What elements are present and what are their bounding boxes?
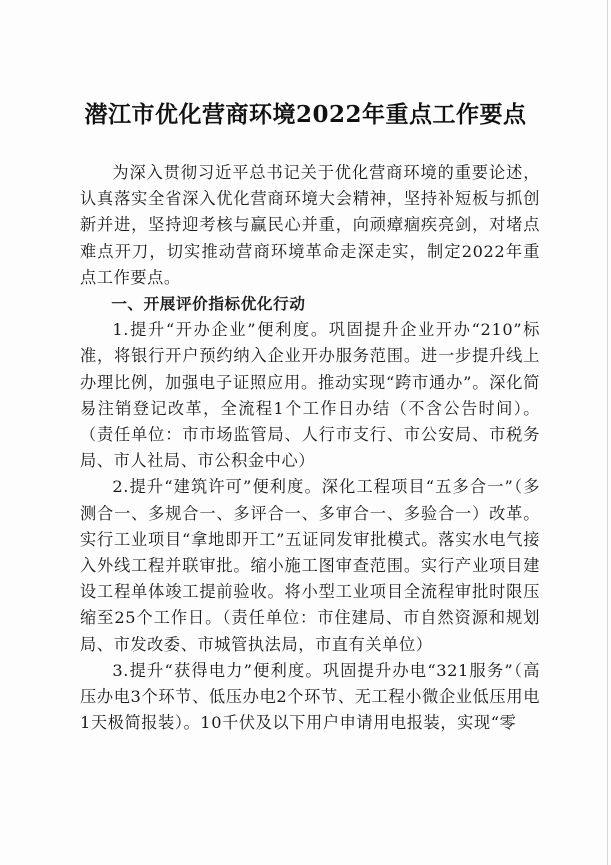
item-paragraph-3: 3.提升“获得电力”便利度。巩固提升办电“321服务”（高压办电3个环节、低压办电2个环节、无工程小微企业低压用电1天极简报装）。10千伏及以下用户申请用电报装，实现“零	[80, 660, 540, 733]
intro-paragraph: 为深入贯彻习近平总书记关于优化营商环境的重要论述，认真落实全省深入优化营商环境大会精神，坚持补短板与抓创新并进，坚持迎考核与赢民心并重，向顽瘴痼疾亮剑，对堵点难点开刀，切实推动营商环境革命走深走实，制定2022年重点工作要点。	[80, 163, 540, 287]
document-title: 潜江市优化营商环境2022年重点工作要点	[84, 101, 527, 128]
document-body	[80, 160, 540, 736]
item-paragraph-1: 1.提升“开办企业”便利度。巩固提升企业开办“210”标准，将银行开户预约纳入企业开办服务范围。进一步提升线上办理比例，加强电子证照应用。推动实现“跨市通办”。深化简易注销登记改革，全流程1个工作日办结（不含公告时间）。（责任单位：市市场监管局、人行市支行、市公安局、市税务局、市人社局、市公积金中心）	[80, 320, 540, 471]
page-edge-divider	[607, 0, 608, 865]
section-heading: 一、开展评价指标优化行动	[111, 295, 306, 314]
item-paragraph-2: 2.提升“建筑许可”便利度。深化工程项目“五多合一”（多测合一、多规合一、多评合一、多审合一、多验合一）改革。实行工业项目“拿地即开工”五证同发审批模式。落实水电气接入外线工程并联审批。缩小施工图审查范围。实行产业项目建设工程单体竣工提前验收。将小型工业项目全流程审批时限压缩至25个工作日。（责任单位：市住建局、市自然资源和规划局、市发改委、市城管执法局，市直有关单位）	[80, 477, 540, 654]
